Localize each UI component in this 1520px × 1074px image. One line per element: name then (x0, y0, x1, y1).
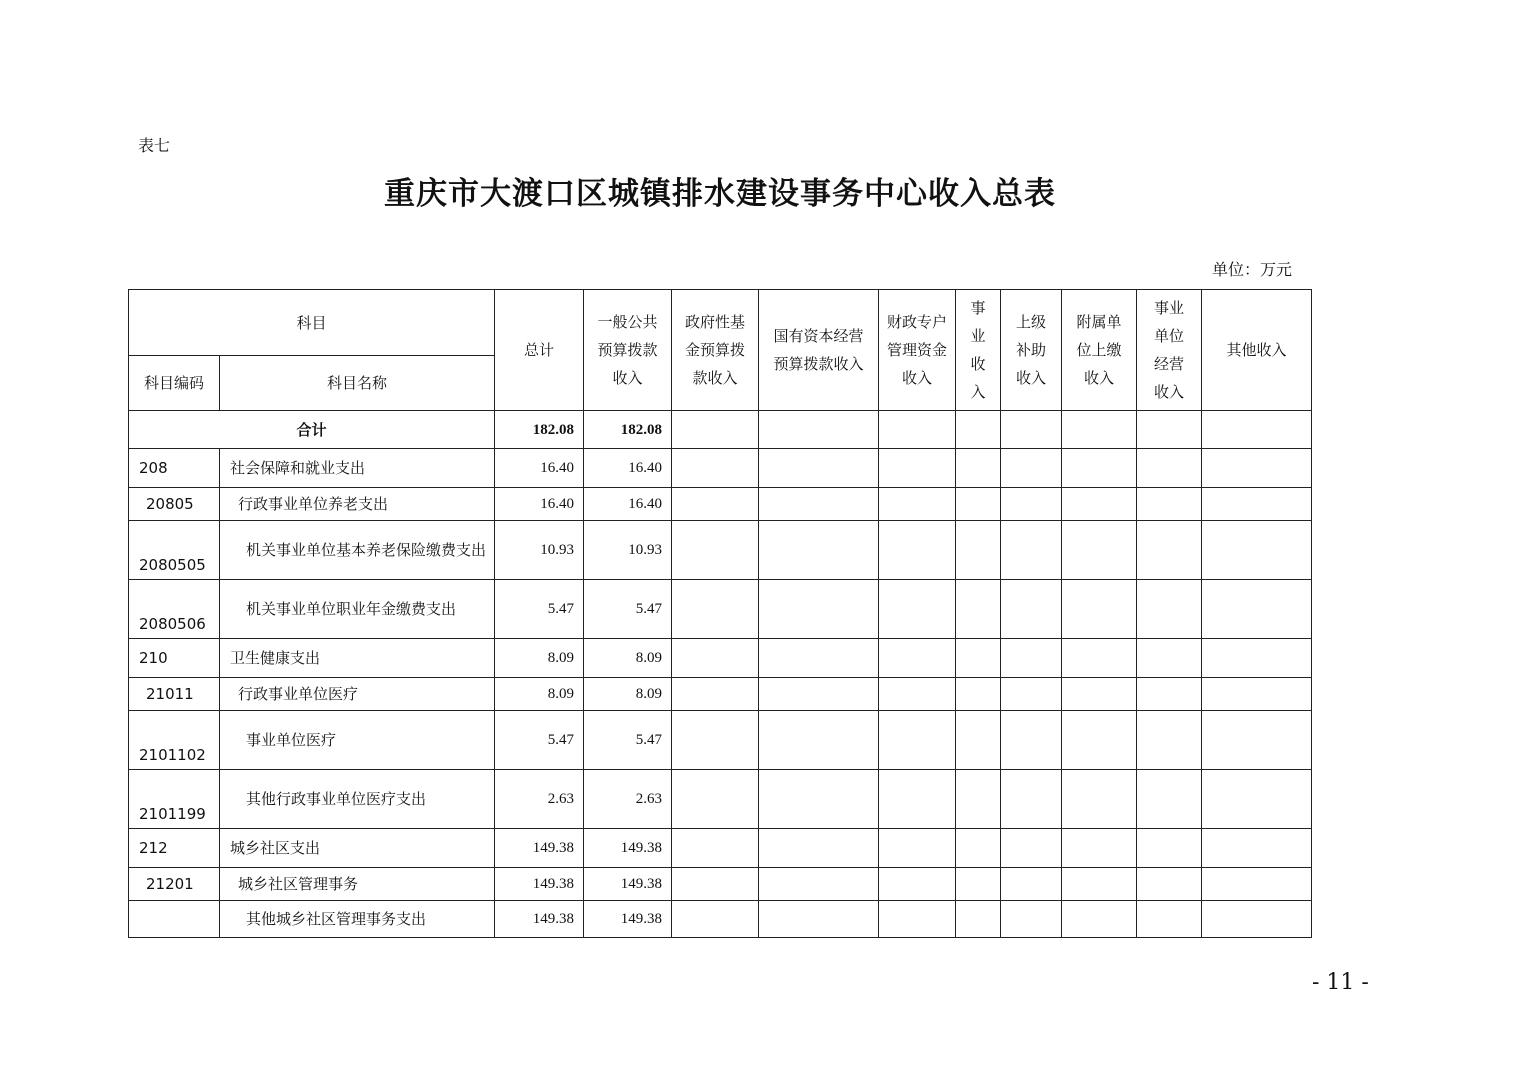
row-total: 2.63 (495, 770, 584, 829)
table-row (129, 521, 1312, 580)
row-name: 城乡社区管理事务 (220, 868, 495, 901)
row-code: 2101199 (129, 770, 220, 829)
row-total: 5.47 (495, 580, 584, 639)
header-operating: 事业单位经营收入 (1137, 290, 1202, 411)
row-name: 机关事业单位基本养老保险缴费支出 (220, 521, 495, 580)
table-row (129, 770, 1312, 829)
row-name: 卫生健康支出 (220, 639, 495, 678)
total-row (129, 411, 1312, 449)
table-row (129, 580, 1312, 639)
row-total: 149.38 (495, 829, 584, 868)
table-row (129, 829, 1312, 868)
header-subject: 科目 (129, 290, 495, 356)
row-general-budget: 8.09 (584, 639, 672, 678)
row-name: 其他行政事业单位医疗支出 (220, 770, 495, 829)
table-row (129, 901, 1312, 938)
row-name: 行政事业单位医疗 (220, 678, 495, 711)
row-general-budget: 16.40 (584, 449, 672, 488)
row-name: 社会保障和就业支出 (220, 449, 495, 488)
row-total: 8.09 (495, 678, 584, 711)
total-sum: 182.08 (495, 411, 584, 449)
total-label: 合计 (129, 411, 495, 449)
table-label: 表七 (138, 136, 171, 155)
income-summary-table (128, 289, 1312, 938)
row-code: 212 (129, 829, 220, 868)
row-general-budget: 10.93 (584, 521, 672, 580)
header-other: 其他收入 (1202, 290, 1312, 411)
row-code: 2101102 (129, 711, 220, 770)
row-code: 208 (129, 449, 220, 488)
table-row (129, 678, 1312, 711)
header-gov-fund: 政府性基金预算拨款收入 (672, 290, 759, 411)
row-code: 2080505 (129, 521, 220, 580)
header-superior-subsidy: 上级补助收入 (1001, 290, 1062, 411)
row-total: 16.40 (495, 449, 584, 488)
row-name: 行政事业单位养老支出 (220, 488, 495, 521)
row-name: 机关事业单位职业年金缴费支出 (220, 580, 495, 639)
unit-label: 单位：万元 (1212, 260, 1293, 279)
header-code: 科目编码 (129, 356, 220, 411)
table-row (129, 449, 1312, 488)
row-code: 2080506 (129, 580, 220, 639)
row-name: 其他城乡社区管理事务支出 (220, 901, 495, 938)
header-state-capital: 国有资本经营预算拨款收入 (759, 290, 879, 411)
row-code: 21011 (129, 678, 220, 711)
row-general-budget: 8.09 (584, 678, 672, 711)
row-name: 事业单位医疗 (220, 711, 495, 770)
header-name: 科目名称 (220, 356, 495, 411)
header-total: 总计 (495, 290, 584, 411)
row-general-budget: 149.38 (584, 868, 672, 901)
row-general-budget: 149.38 (584, 829, 672, 868)
row-code: 210 (129, 639, 220, 678)
row-general-budget: 5.47 (584, 711, 672, 770)
row-name: 城乡社区支出 (220, 829, 495, 868)
table-row (129, 868, 1312, 901)
header-general-budget: 一般公共预算拨款收入 (584, 290, 672, 411)
header-business: 事业收入 (956, 290, 1001, 411)
page-title: 重庆市大渡口区城镇排水建设事务中心收入总表 (384, 176, 1056, 212)
header-affiliate-payment: 附属单位上缴收入 (1062, 290, 1137, 411)
table-row (129, 711, 1312, 770)
page-number: - 11 - (1312, 970, 1369, 995)
row-general-budget: 2.63 (584, 770, 672, 829)
total-general-budget: 182.08 (584, 411, 672, 449)
row-general-budget: 16.40 (584, 488, 672, 521)
row-total: 16.40 (495, 488, 584, 521)
row-code (129, 901, 220, 938)
table-row (129, 488, 1312, 521)
row-total: 149.38 (495, 868, 584, 901)
row-total: 149.38 (495, 901, 584, 938)
table-row (129, 639, 1312, 678)
row-total: 8.09 (495, 639, 584, 678)
row-code: 20805 (129, 488, 220, 521)
row-code: 21201 (129, 868, 220, 901)
row-general-budget: 5.47 (584, 580, 672, 639)
row-total: 10.93 (495, 521, 584, 580)
row-general-budget: 149.38 (584, 901, 672, 938)
row-total: 5.47 (495, 711, 584, 770)
header-special-account: 财政专户管理资金收入 (879, 290, 956, 411)
